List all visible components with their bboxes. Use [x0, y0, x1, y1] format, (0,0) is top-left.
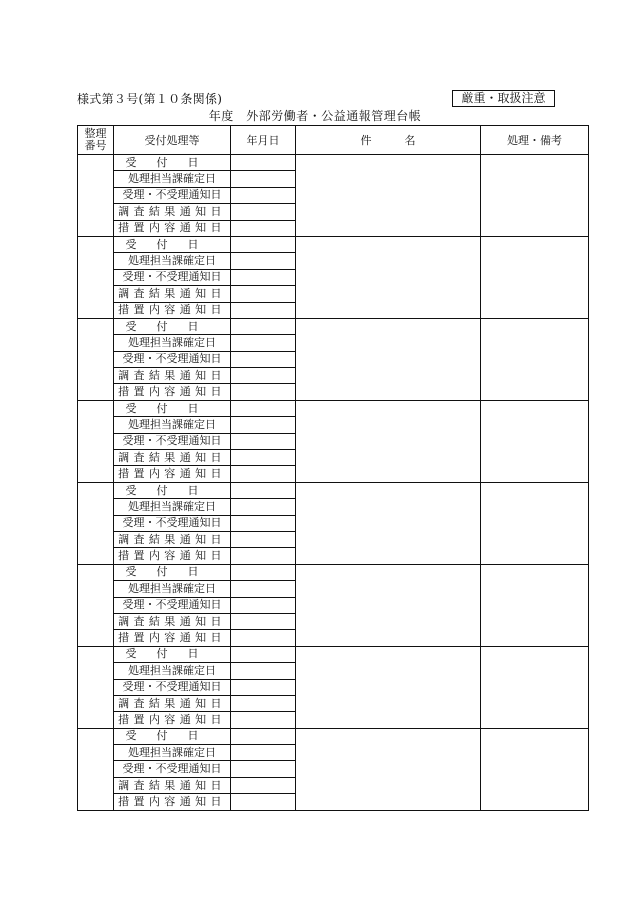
step-label [114, 302, 231, 318]
date-cell[interactable] [231, 663, 296, 679]
date-cell[interactable] [231, 155, 296, 171]
col-header-number [78, 126, 114, 155]
date-cell[interactable] [231, 761, 296, 777]
remarks-cell[interactable] [481, 482, 589, 564]
step-label [114, 794, 231, 810]
date-cell[interactable] [231, 712, 296, 728]
ledger-body [78, 155, 589, 811]
step-label-text: 受理・不受理通知日 [122, 352, 222, 366]
date-cell[interactable] [231, 220, 296, 236]
ledger-table [77, 125, 589, 811]
date-cell[interactable] [231, 318, 296, 334]
remarks-cell[interactable] [481, 400, 589, 482]
step-label [114, 777, 231, 793]
table-row [78, 646, 589, 662]
step-label [114, 204, 231, 220]
step-label-text: 受理・不受理通知日 [122, 270, 222, 284]
date-cell[interactable] [231, 466, 296, 482]
date-cell[interactable] [231, 548, 296, 564]
date-cell[interactable] [231, 646, 296, 662]
step-label [114, 531, 231, 547]
col-header-number-line1: 整理 [84, 127, 107, 140]
step-label-text: 措置内容通知日 [118, 712, 226, 726]
record-number-cell[interactable] [78, 318, 114, 400]
step-label-text: 受付日 [125, 237, 219, 251]
date-cell[interactable] [231, 187, 296, 203]
step-label [114, 679, 231, 695]
date-cell[interactable] [231, 515, 296, 531]
remarks-cell[interactable] [481, 646, 589, 728]
table-row [78, 236, 589, 252]
subject-cell[interactable] [296, 728, 481, 810]
table-row [78, 482, 589, 498]
header-row [78, 126, 589, 155]
step-label-text: 受付日 [125, 565, 219, 579]
step-label [114, 236, 231, 252]
remarks-cell[interactable] [481, 155, 589, 237]
date-cell[interactable] [231, 695, 296, 711]
table-row [78, 728, 589, 744]
date-cell[interactable] [231, 269, 296, 285]
step-label [114, 548, 231, 564]
step-label-text: 措置内容通知日 [118, 549, 226, 563]
date-cell[interactable] [231, 499, 296, 515]
step-label [114, 728, 231, 744]
date-cell[interactable] [231, 728, 296, 744]
date-cell[interactable] [231, 794, 296, 810]
step-label-text: 措置内容通知日 [118, 385, 226, 399]
step-label-text: 受付日 [125, 401, 219, 415]
step-label [114, 171, 231, 187]
date-cell[interactable] [231, 745, 296, 761]
table-row [78, 318, 589, 334]
step-label-text: 調査結果通知日 [118, 450, 226, 464]
step-label-text: 受理・不受理通知日 [122, 598, 222, 612]
step-label [114, 630, 231, 646]
step-label [114, 613, 231, 629]
remarks-cell[interactable] [481, 564, 589, 646]
date-cell[interactable] [231, 236, 296, 252]
table-row [78, 564, 589, 580]
step-label [114, 417, 231, 433]
record-number-cell[interactable] [78, 564, 114, 646]
step-label-text: 措置内容通知日 [118, 467, 226, 481]
step-label [114, 761, 231, 777]
subject-cell[interactable] [296, 564, 481, 646]
step-label [114, 712, 231, 728]
step-label [114, 286, 231, 302]
step-label-text: 調査結果通知日 [118, 778, 226, 792]
date-cell[interactable] [231, 417, 296, 433]
step-label-text: 処理担当課確定日 [128, 581, 216, 595]
date-cell[interactable] [231, 564, 296, 580]
record-number-cell[interactable] [78, 646, 114, 728]
step-label [114, 450, 231, 466]
step-label [114, 515, 231, 531]
date-cell[interactable] [231, 171, 296, 187]
subject-cell[interactable] [296, 646, 481, 728]
subject-cell[interactable] [296, 400, 481, 482]
step-label [114, 581, 231, 597]
step-label-text: 受理・不受理通知日 [122, 762, 222, 776]
date-cell[interactable] [231, 679, 296, 695]
step-label [114, 384, 231, 400]
step-label [114, 155, 231, 171]
date-cell[interactable] [231, 433, 296, 449]
step-label [114, 433, 231, 449]
date-cell[interactable] [231, 335, 296, 351]
step-label [114, 663, 231, 679]
date-cell[interactable] [231, 597, 296, 613]
step-label-text: 調査結果通知日 [118, 204, 226, 218]
step-label-text: 措置内容通知日 [118, 631, 226, 645]
step-label-text: 調査結果通知日 [118, 286, 226, 300]
step-label-text: 受理・不受理通知日 [122, 516, 222, 530]
date-cell[interactable] [231, 286, 296, 302]
date-cell[interactable] [231, 777, 296, 793]
step-label-text: 処理担当課確定日 [128, 499, 216, 513]
step-label [114, 646, 231, 662]
step-label-text: 措置内容通知日 [118, 794, 226, 808]
date-cell[interactable] [231, 531, 296, 547]
step-label [114, 400, 231, 416]
step-label-text: 措置内容通知日 [118, 303, 226, 317]
date-cell[interactable] [231, 302, 296, 318]
step-label-text: 受付日 [125, 155, 219, 169]
record-number-cell[interactable] [78, 482, 114, 564]
confidential-stamp: 厳重・取扱注意 [452, 90, 555, 107]
form-number: 様式第３号(第１０条関係) [77, 92, 223, 106]
subject-cell[interactable] [296, 482, 481, 564]
step-label-text: 受付日 [125, 647, 219, 661]
date-cell[interactable] [231, 204, 296, 220]
step-label [114, 499, 231, 515]
record-number-cell[interactable] [78, 155, 114, 237]
col-header-process: 受付処理等 [114, 126, 231, 155]
step-label-text: 処理担当課確定日 [128, 172, 216, 186]
remarks-cell[interactable] [481, 318, 589, 400]
remarks-cell[interactable] [481, 728, 589, 810]
step-label-text: 処理担当課確定日 [128, 745, 216, 759]
date-cell[interactable] [231, 581, 296, 597]
step-label-text: 調査結果通知日 [118, 614, 226, 628]
step-label [114, 482, 231, 498]
step-label-text: 調査結果通知日 [118, 368, 226, 382]
step-label-text: 処理担当課確定日 [128, 335, 216, 349]
step-label [114, 335, 231, 351]
remarks-cell[interactable] [481, 236, 589, 318]
date-cell[interactable] [231, 450, 296, 466]
col-header-remarks: 処理・備考 [481, 126, 589, 155]
step-label-text: 受付日 [125, 729, 219, 743]
step-label [114, 351, 231, 367]
step-label [114, 253, 231, 269]
step-label-text: 受理・不受理通知日 [122, 434, 222, 448]
step-label-text: 処理担当課確定日 [128, 663, 216, 677]
subject-cell[interactable] [296, 236, 481, 318]
step-label-text: 受付日 [125, 483, 219, 497]
date-cell[interactable] [231, 351, 296, 367]
subject-cell[interactable] [296, 318, 481, 400]
col-header-number-line2: 番号 [84, 139, 107, 152]
page-title: 年度 外部労働者・公益通報管理台帳 [208, 109, 422, 123]
step-label [114, 745, 231, 761]
step-label [114, 597, 231, 613]
table-row [78, 400, 589, 416]
step-label [114, 187, 231, 203]
step-label-text: 処理担当課確定日 [128, 417, 216, 431]
col-header-date: 年月日 [231, 126, 296, 155]
date-cell[interactable] [231, 400, 296, 416]
step-label-text: 措置内容通知日 [118, 221, 226, 235]
date-cell[interactable] [231, 368, 296, 384]
date-cell[interactable] [231, 630, 296, 646]
date-cell[interactable] [231, 253, 296, 269]
step-label-text: 調査結果通知日 [118, 696, 226, 710]
step-label [114, 564, 231, 580]
step-label-text: 受付日 [125, 319, 219, 333]
date-cell[interactable] [231, 482, 296, 498]
step-label-text: 調査結果通知日 [118, 532, 226, 546]
date-cell[interactable] [231, 613, 296, 629]
step-label-text: 受理・不受理通知日 [122, 680, 222, 694]
record-number-cell[interactable] [78, 400, 114, 482]
step-label-text: 受理・不受理通知日 [122, 188, 222, 202]
step-label [114, 269, 231, 285]
record-number-cell[interactable] [78, 236, 114, 318]
step-label [114, 695, 231, 711]
record-number-cell[interactable] [78, 728, 114, 810]
subject-cell[interactable] [296, 155, 481, 237]
step-label-text: 処理担当課確定日 [128, 254, 216, 268]
date-cell[interactable] [231, 384, 296, 400]
step-label [114, 318, 231, 334]
col-header-subject: 件 名 [296, 126, 481, 155]
step-label [114, 220, 231, 236]
step-label [114, 466, 231, 482]
table-row [78, 155, 589, 171]
step-label [114, 368, 231, 384]
